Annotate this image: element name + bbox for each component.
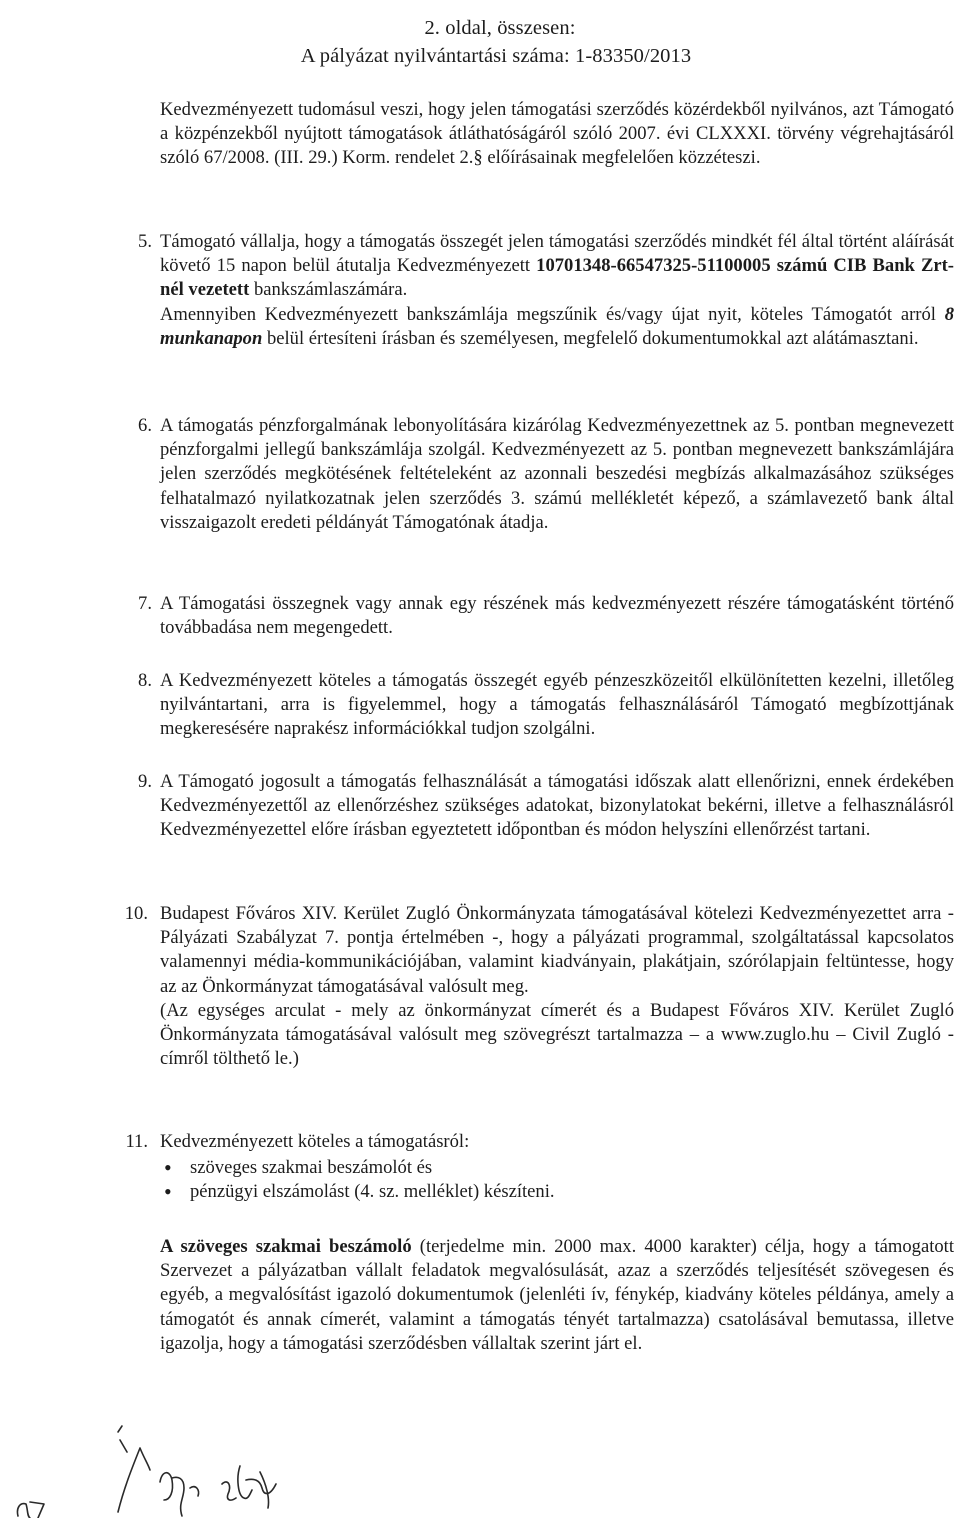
- initial-mark-4: [118, 1426, 122, 1432]
- page-number-header: 2. oldal, összesen:: [424, 17, 576, 39]
- registration-number-header: A pályázat nyilvántartási száma: 1-83350/2013: [300, 45, 692, 67]
- section-10-text: Budapest Főváros XIV. Kerület Zugló Önkormányzata támogatásával kötelezi Kedvezményezettet arra - Pályázati Szabályzat 7. pontja értelmében -, hogy a pályázati programmal, szolgáltatással kapcsolatos valamennyi média-kommunikációjában, valamint kiadványain, plakátjain, szórólapjain feltüntesse, hogy az az Önkormányzat támogatásával valósult meg.: [160, 903, 954, 997]
- handwritten-signatures: [0, 1418, 960, 1518]
- initial-mark-3: [118, 1440, 150, 1512]
- section-8-text: A Kedvezményezett köteles a támogatás összegét egyéb pénzeszközeitől elkülönítetten kezelni, illetőleg nyilvántartani, arra is figyelemmel, hogy a támogatás felhasználásáról Támogató megbízottjának megkeresésére naprakész információkkal tudjon szolgálni.: [160, 670, 954, 740]
- signature-2: [222, 1466, 276, 1508]
- section-number-7: 7.: [138, 593, 152, 614]
- section-number-5: 5.: [138, 231, 152, 252]
- report-description-text: (terjedelme min. 2000 max. 4000 karakter) célja, hogy a támogatott Szervezet a pályázatban vállalt feladatok megvalósulását, azaz a szerződés teljesítését szövegesen és egyéb, a megvalósítást igazoló dokumentumok (jelenléti ív, fénykép, kiadvány köteles példánya, amely a támogatót és annak címerét, valamint a támogatás tényét tartalmazza) csatolásával bemutassa, illetve igazolja, hogy a támogatási szerződésben vállaltak szerint járt el.: [160, 1236, 954, 1354]
- section-number-11: 11.: [125, 1131, 148, 1152]
- intro-paragraph: Kedvezményezett tudomásul veszi, hogy jelen támogatási szerződés közérdekből nyilvános, azt Támogató a közpénzekből nyújtott támogatások átláthatóságáról szóló 2007. évi CLXXXI. törvény végrehajtásáról szóló 67/2008. (III. 29.) Korm. rendelet 2.§ előírásainak megfelelően közzéteszi.: [160, 99, 954, 169]
- section-5-text-a: Támogató vállalja, hogy a támogatás összegét jelen támogatási szerződés mindkét fél által történt aláírását követő 15 napon belül átutalja Kedvezményezett: [160, 231, 954, 277]
- section-10-note: (Az egységes arculat - mely az önkormányzat címerét és a Budapest Főváros XIV. Kerület Zugló Önkormányzata támogatásával valósult meg szövegrészt tartalmazza – a www.zuglo.hu – Civil Zugló - címről tölthető le.): [160, 999, 954, 1070]
- section-number-10: 10.: [124, 903, 148, 924]
- section-5: [160, 230, 954, 351]
- report-requirements-list: [160, 1156, 555, 1204]
- section-number-9: 9.: [138, 771, 152, 792]
- notice-days: 8 munkanapon: [160, 303, 954, 349]
- initial-mark-1: [17, 1504, 30, 1518]
- report-description: [160, 1235, 954, 1356]
- section-11-text: Kedvezményezett köteles a támogatásról:: [160, 1131, 470, 1152]
- signature-1: [160, 1473, 199, 1516]
- report-description-bold: A szöveges szakmai beszámoló: [160, 1236, 412, 1257]
- section-10: [160, 902, 954, 1071]
- section-7-text: A Támogatási összegnek vagy annak egy részének más kedvezményezett részére támogatásként történő továbbadása nem megengedett.: [160, 593, 954, 639]
- section-number-8: 8.: [138, 670, 152, 691]
- section-5-text-b: bankszámlaszámára.: [253, 279, 408, 301]
- bank-account-number: 10701348-66547325-51100005 számú CIB Bank Zrt-nél vezetett: [160, 255, 954, 301]
- section-number-6: 6.: [138, 415, 152, 436]
- section-6-text: A támogatás pénzforgalmának lebonyolítására kizárólag Kedvezményezettnek az 5. pontban megnevezett pénzforgalmi jellegű bankszámlája szolgál. Kedvezményezett az 5. pontban megnevezett bankszámlájára jelen szerződés megkötésének feltételeként az azonnali beszedési megbízás alkalmazásához szükséges felhatalmazó nyilatkozatnak jelen szerződés 3. számú mellékletét képező, a számlavezető bank által visszaigazolt eredeti példányát Támogatónak átadja.: [160, 415, 954, 533]
- initial-mark-2: [30, 1502, 44, 1518]
- section-5-text-d: belül értesíteni írásban és személyesen, megfelelő dokumentumokkal azt alátámasztani.: [266, 327, 919, 349]
- section-5-text-c: Amennyiben Kedvezményezett bankszámlája megszűnik és/vagy újat nyit, köteles Támogatót arról: [160, 303, 936, 325]
- list-item: • szöveges szakmai beszámolót és: [160, 1156, 555, 1180]
- list-item: • pénzügyi elszámolást (4. sz. melléklet) készíteni.: [160, 1180, 555, 1204]
- section-9-text: A Támogató jogosult a támogatás felhasználását a támogatási időszak alatt ellenőrizni, ennek érdekében Kedvezményezettől az ellenőrzéshez szükséges adatokat, bizonylatokat bekérni, illetve a felhasználásról Kedvezményezettel előre írásban egyeztetett időpontban és módon helyszíni ellenőrzést tartani.: [160, 771, 954, 841]
